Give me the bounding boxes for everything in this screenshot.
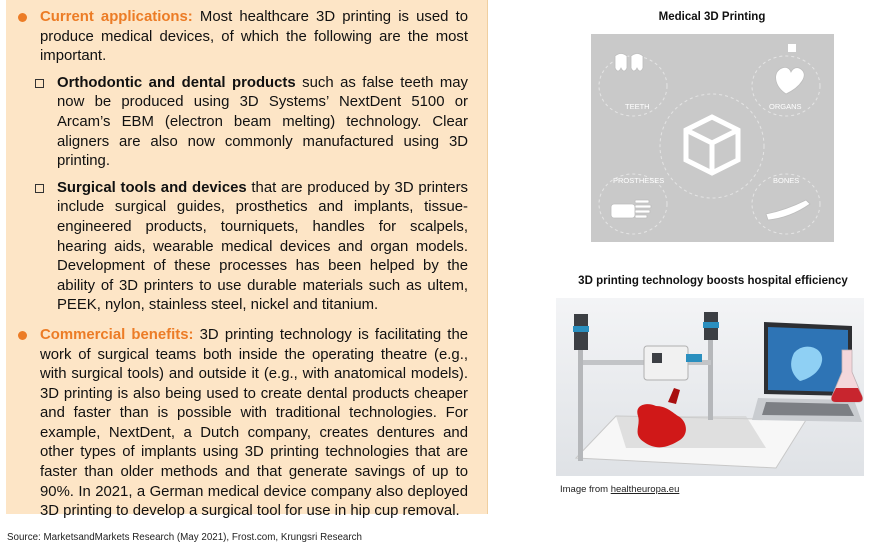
current-applications-text: Most healthcare 3D printing is used to produce medical devices, of which the following are the most important.	[40, 9, 469, 65]
sub-item-text: that are produced by 3D printers include surgical guides, prosthetics and implants, tissue-engineered products, tourniquets, handles for scalpels, hearing aids, wearable medical devices and organ models. Development of these processes has been helped by the ability of 3D printers to use durable materials such as ultem, PEEK, nylon, stainless steel, nickel and titanium.	[57, 179, 468, 314]
commercial-benefits-paragraph	[18, 326, 468, 522]
list-item	[18, 179, 468, 316]
orange-bullet-icon	[18, 331, 27, 340]
commercial-benefits-heading: Commercial benefits:	[40, 326, 194, 343]
organs-label: ORGANS	[769, 102, 802, 111]
text-panel	[6, 0, 488, 520]
current-applications-paragraph	[18, 8, 468, 67]
list-item	[18, 74, 468, 172]
medical-3d-printing-illustration	[591, 34, 834, 242]
image-credit	[560, 484, 679, 495]
credit-link[interactable]: healtheuropa.eu	[610, 484, 680, 495]
commercial-benefits-text: 3D printing technology is facilitating the work of surgical teams both inside the operating theatre (e.g., with surgical tools) and outside it (e.g., with anatomical models). 3D printing is also being used to create dental products cheaper and faster than is possible with traditional technologies. For example, NextDent, a Dutch company, creates dentures and other types of implants using 3D printing technologies that are faster than older methods and that generate savings of up to 90%. In 2021, a German medical device company also deployed 3D printing to develop a surgical tool for use in hip cup removal.	[40, 326, 469, 520]
3d-printer-photo	[556, 298, 864, 476]
square-bullet-icon	[35, 184, 44, 193]
sub-item-text: such as false teeth may now be produced using 3D Systems’ NextDent 5100 or Arcam’s EBM (electron beam melting) technology. Clear aligners are also now commonly manufactured using 3D printing.	[57, 74, 468, 170]
credit-prefix: Image from	[560, 484, 611, 495]
source-note: Source: MarketsandMarkets Research (May 2021), Frost.com, Krungsri Research	[7, 532, 362, 543]
hospital-efficiency-title: 3D printing technology boosts hospital efficiency	[578, 275, 848, 287]
bones-label: BONES	[773, 176, 800, 185]
square-bullet-icon	[35, 79, 44, 88]
teeth-label: TEETH	[625, 102, 650, 111]
sub-item-heading: Surgical tools and devices	[57, 179, 247, 196]
medical-3d-printing-title: Medical 3D Printing	[658, 11, 766, 23]
prostheses-label: PROSTHESES	[613, 176, 665, 185]
current-applications-heading: Current applications:	[40, 9, 193, 25]
sub-item-heading: Orthodontic and dental products	[57, 74, 296, 91]
orange-bullet-icon	[18, 13, 27, 22]
